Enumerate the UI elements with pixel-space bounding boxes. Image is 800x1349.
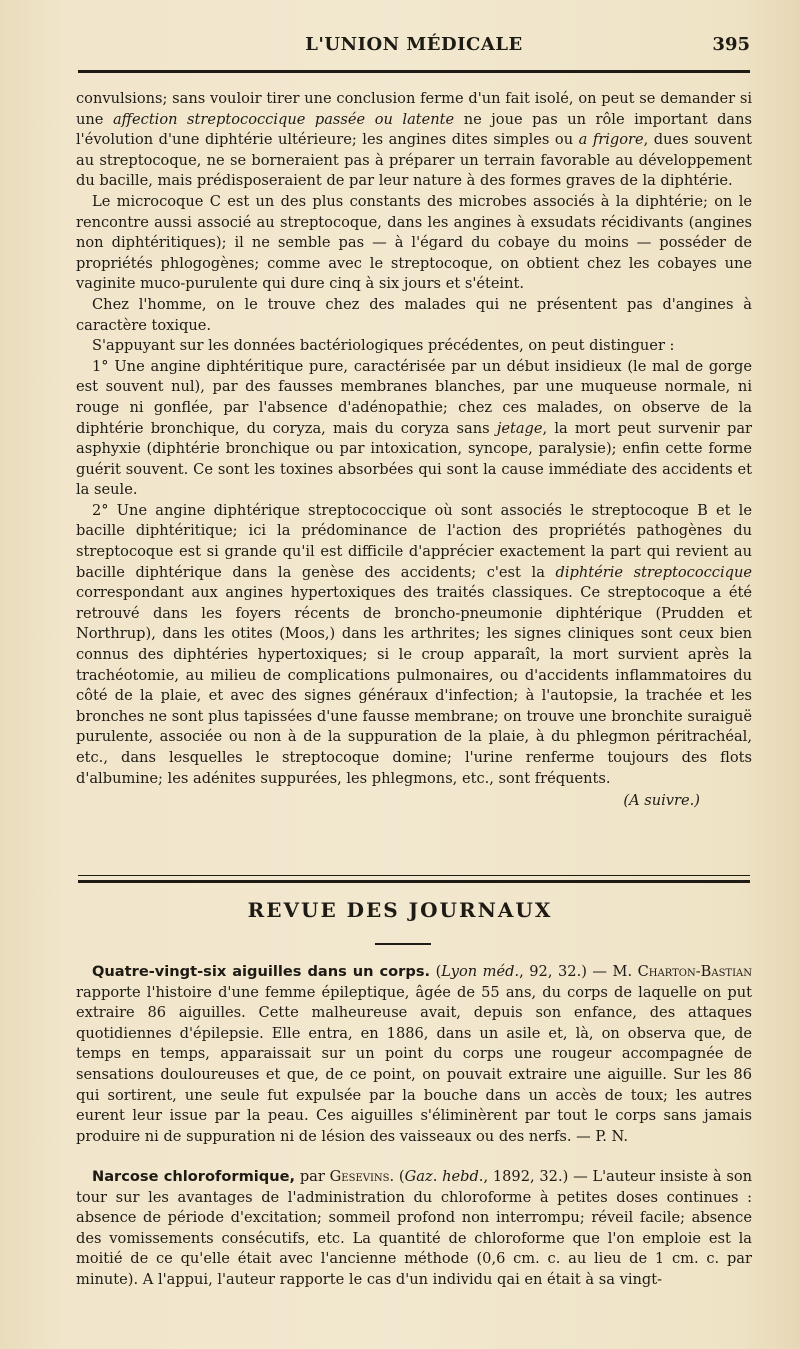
italic-text: a frigore bbox=[578, 131, 644, 149]
paragraph: Le microcoque C est un des plus constants des microbes associés à la diphtérie; on le rencontre aussi associé au streptocoque, dans les angines à exsudats récidivants (angines non diphtéritiques); il ne semble pas — à l'égard du cobaye du moins — posséder de propriétés phlogogènes; comme avec le streptocoque, on obtient chez les cobayes une vaginite muco-purulente qui dure cinq à six jours et s'éteint. bbox=[76, 192, 752, 293]
article-title: Quatre-vingt-six aiguilles dans un corps. bbox=[92, 963, 431, 980]
journal-name: Gaz. hebd. bbox=[404, 1168, 484, 1185]
article-chloroform bbox=[76, 1167, 752, 1291]
text-span: rapporte l'histoire d'une femme épileptique, âgée de 55 ans, du corps de laquelle on put extraire 86 aiguilles. Cette malheureuse avait, depuis son enfance, des attaques quotidiennes d'épilepsie. Elle entra, en 1886, dans un asile et, là, on observa que, de temps en temps, apparaissait sur un point du corps une rougeur accompagnée de sensations douloureuses et que, de ce point, on pouvait extraire une aiguille. Sur les 86 qui sortirent, une seule fut expulsée par la bouche dans un accès de toux; les autres eurent leur issue par la peau. Ces aiguilles s'éliminèrent par tout le corps sans jamais produire ni de suppuration ni de lésion des vaisseaux ou des nerfs. — P. N. bbox=[76, 983, 752, 1145]
section-rule-bottom bbox=[78, 880, 750, 883]
text-span: par bbox=[295, 1168, 330, 1185]
text-span: 2° Une angine diphtérique streptococcique où sont associés le streptocoque B et le bacille diphtéritique; ici la prédominance de l'action des propriétés pathogènes du streptocoque est si grande qu'il est difficile d'apprécier exactement la part qui revient au bacille diphtérique dans la genèse des accidents; c'est la bbox=[76, 501, 752, 581]
page-header bbox=[78, 34, 750, 70]
paragraph bbox=[76, 89, 752, 192]
italic-text: affection streptococcique passée ou latente bbox=[112, 110, 455, 128]
journal-name: Lyon méd. bbox=[441, 963, 520, 980]
paragraph bbox=[76, 1167, 752, 1291]
article-title: Narcose chloroformique, bbox=[92, 1168, 296, 1185]
text-span: convulsions; sans vouloir tirer une conclusion ferme d'un fait isolé, on peut se demander si une bbox=[76, 90, 752, 128]
paragraph bbox=[76, 962, 752, 1147]
text-span: correspondant aux angines hypertoxiques des traités classiques. Ce streptocoque a été retrouvé dans les foyers récents de broncho-pneumonie diphtérique (Prudden et Northrup), dans les otites (Moos,) dans les arthrites; les signes cliniques sont ceux bien connus des diphtéries hypertoxiques; si le croup apparaît, la mort survient après la trachéotomie, au milieu de complications pulmonaires, ou d'accidents inflammatoires du côté de la plaie, et avec des signes généraux d'infection; à l'autopsie, la trachée et les bronches ne sont plus tapissées d'une fausse membrane; on trouve une bronchite suraiguë purulente, associée ou non à de la suppuration de la plaie, à du phlegmon péritrachéal, etc., dans lesquelles le streptocoque domine; l'urine renferme toujours des flots d'albumine; les adénites suppurées, les phlegmons, etc., sont fréquents. bbox=[76, 584, 752, 787]
italic-text: jetage bbox=[496, 419, 543, 437]
page-number: 395 bbox=[712, 34, 750, 55]
section-underline bbox=[375, 943, 431, 945]
paragraph bbox=[76, 357, 752, 501]
paragraph bbox=[76, 501, 752, 789]
section-title: REVUE DES JOURNAUX bbox=[247, 898, 553, 922]
text-span: , la mort peut survenir par asphyxie (diphtérie bronchique ou par intoxication, syncope, paralysie); enfin cette forme guérit souvent. Ce sont les toxines absorbées qui sont la cause immédiate des accidents et la seule. bbox=[76, 419, 753, 499]
running-head: L'UNION MÉDICALE bbox=[305, 34, 523, 55]
paragraph: Chez l'homme, on le trouve chez des malades qui ne présentent pas d'angines à caractère toxique. bbox=[76, 295, 752, 334]
italic-text: diphtérie streptococcique bbox=[555, 563, 752, 581]
author-name: Gesevins bbox=[329, 1168, 390, 1185]
author-name: Charton-Bastian bbox=[637, 963, 753, 980]
article-needles bbox=[76, 962, 752, 1147]
text-span: , 1892, 32.) — bbox=[483, 1168, 593, 1185]
text-span: ne joue pas un rôle important dans l'évolution d'une diphtérie ultérieure; les angines dites simples ou bbox=[76, 110, 753, 149]
continuation-note: (A suivre.) bbox=[623, 792, 700, 810]
section-rule-top bbox=[78, 875, 750, 876]
text-span: , dues souvent au streptocoque, ne se borneraient pas à préparer un terrain favorable au développement du bacille, mais prédisposeraient de par leur nature à des formes graves de la diphtérie. bbox=[76, 131, 752, 190]
header-rule bbox=[78, 70, 750, 73]
text-span: , 92, 32.) — M. bbox=[519, 963, 638, 980]
text-span: 1° Une angine diphtéritique pure, caractérisée par un début insidieux (le mal de gorge est souvent nul), par des fausses membranes blanches, par une muqueuse normale, ni rouge ni gonflée, par l'absence d'adénopathie; chez ces malades, on observe de la diphtérie bronchique, du coryza, mais du coryza sans bbox=[76, 357, 752, 437]
paragraph: S'appuyant sur les données bactériologiques précédentes, on peut distinguer : bbox=[92, 337, 675, 355]
text-span: L'auteur insiste à son tour sur les avantages de l'administration du chloroforme à petites doses continues : absence de période d'excitation; sommeil profond non interrompu; réveil facile; absence des vomissements consécutifs, etc. La quantité de chloroforme que l'on emploie est la moitié de ce qu'elle était avec l'ancienne méthode (0,6 cm. c. au lieu de 1 cm. c. par minute). A l'appui, l'auteur rapporte le cas d'un individu qai en était à sa vingt- bbox=[76, 1168, 753, 1288]
text-span: . ( bbox=[389, 1168, 405, 1185]
article-diphtheria-continued bbox=[76, 89, 752, 812]
text-span: ( bbox=[430, 963, 442, 980]
